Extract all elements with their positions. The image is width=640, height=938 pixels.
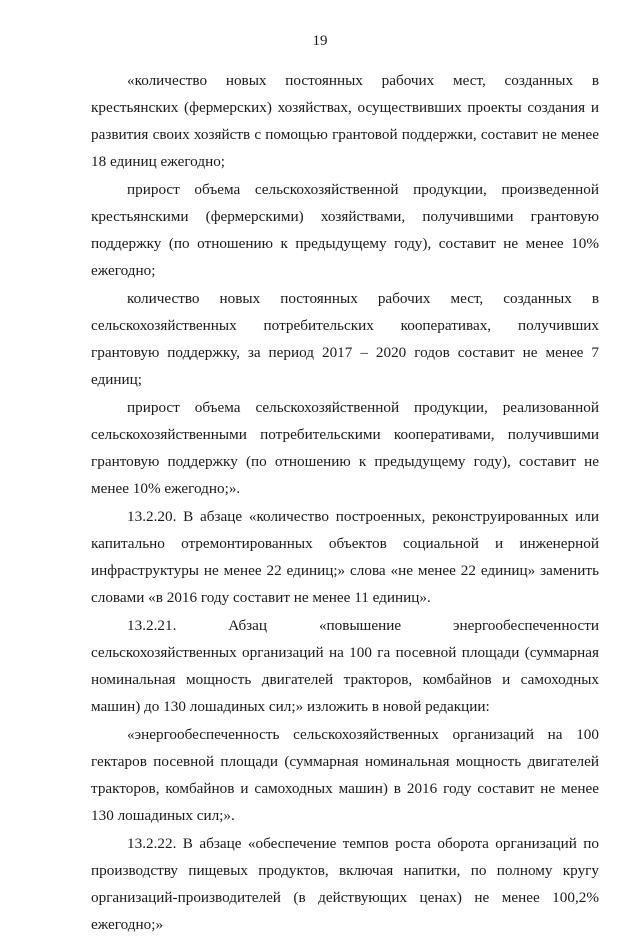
document-body (91, 67, 599, 938)
page-number: 19 (312, 33, 328, 49)
paragraph-13-2-20: 13.2.20. В абзаце «количество построенных, реконструированных или капитально отремонтированных объектов социальной и инженерной инфраструктуры не менее 22 единиц;» слова «не менее 22 единиц» заменить словами «в 2016 году составит не менее 11 единиц». (91, 508, 599, 606)
paragraph-cooperative-production-growth: прирост объема сельскохозяйственной продукции, реализованной сельскохозяйственными потребительскими кооперативами, получившими грантовую поддержку (по отношению к предыдущему году), составит не менее 10% ежегодно;». (91, 399, 599, 497)
paragraph-13-2-21: 13.2.21. Абзац «повышение энергообеспеченности сельскохозяйственных организаций на 100 га посевной площади (суммарная номинальная мощность двигателей тракторов, комбайнов и самоходных машин) до 130 лошадиных сил;» изложить в новой редакции: (91, 617, 599, 715)
paragraph-farm-production-growth: прирост объема сельскохозяйственной продукции, произведенной крестьянскими (фермерскими) хозяйствами, получившими грантовую поддержку (по отношению к предыдущему году), составит не менее 10% ежегодно; (91, 181, 599, 279)
paragraph-new-jobs-cooperatives: количество новых постоянных рабочих мест, созданных в сельскохозяйственных потребительских кооперативах, получивших грантовую поддержку, за период 2017 – 2020 годов составит не менее 7 единиц; (91, 290, 599, 388)
paragraph-new-jobs-farms: «количество новых постоянных рабочих мест, созданных в крестьянских (фермерских) хозяйствах, осуществивших проекты создания и развития своих хозяйств с помощью грантовой поддержки, составит не менее 18 единиц ежегодно; (91, 72, 599, 170)
paragraph-13-2-22: 13.2.22. В абзаце «обеспечение темпов роста оборота организаций по производству пищевых продуктов, включая напитки, по полному кругу организаций-производителей (в действующих ценах) не менее 100,2% ежегодно;» (91, 835, 599, 933)
paragraph-energy-supply-new-edition: «энергообеспеченность сельскохозяйственных организаций на 100 гектаров посевной площади (суммарная номинальная мощность двигателей тракторов, комбайнов и самоходных машин) в 2016 году составит не менее 130 лошадиных сил;». (91, 726, 599, 824)
